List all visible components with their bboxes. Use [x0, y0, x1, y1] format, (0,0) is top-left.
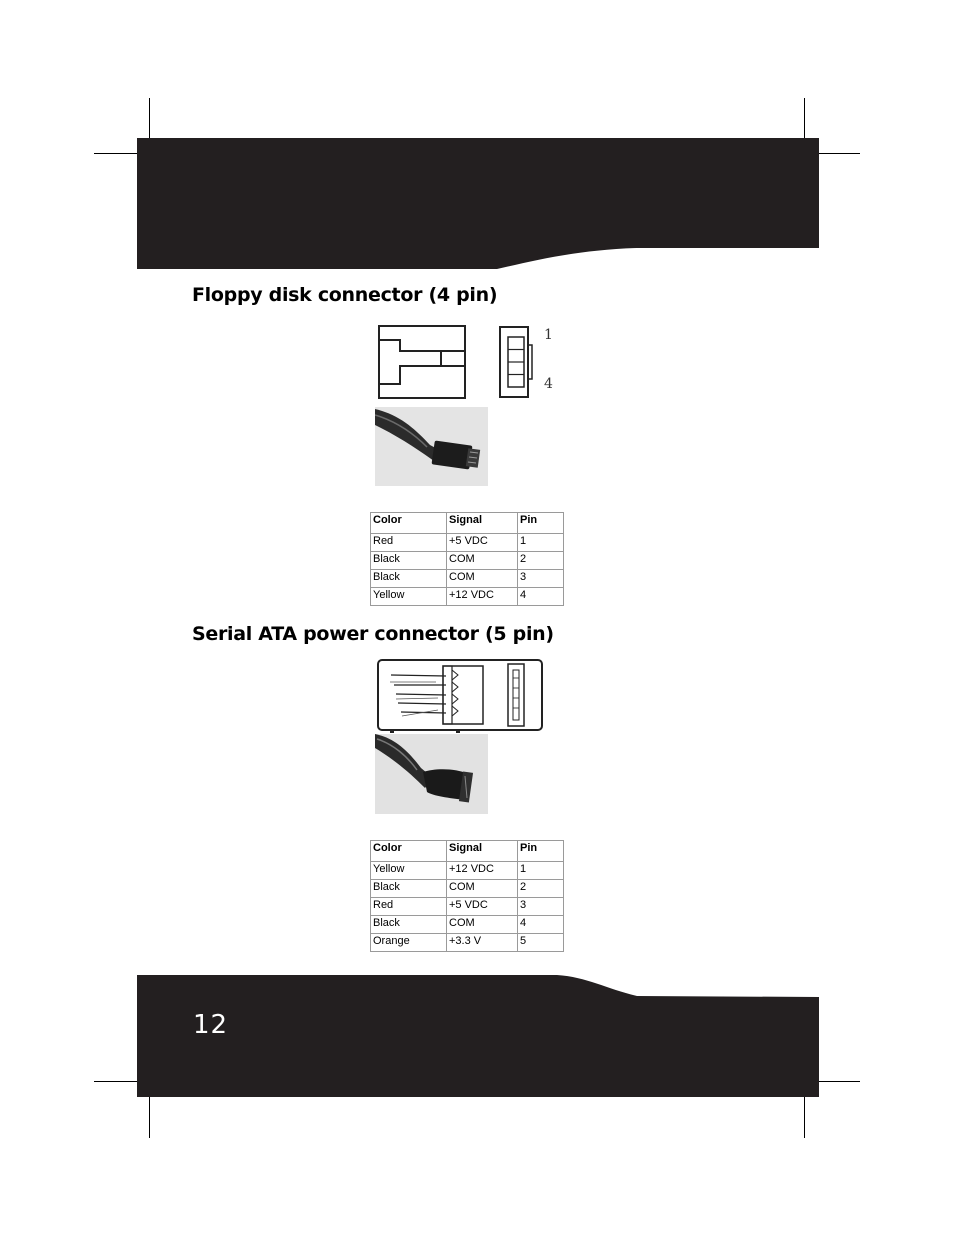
cell-pin: 3 — [518, 898, 564, 916]
crop-mark-top-right-vertical — [804, 98, 805, 138]
crop-mark-bottom-left-vertical — [149, 1097, 150, 1138]
cell-color: Black — [371, 880, 447, 898]
floppy-pin-label-last: 4 — [544, 376, 553, 392]
cell-signal: COM — [447, 880, 518, 898]
cell-signal: +5 VDC — [447, 534, 518, 552]
cell-color: Red — [371, 898, 447, 916]
cell-signal: COM — [447, 916, 518, 934]
table-row — [371, 570, 564, 588]
table-row — [371, 552, 564, 570]
table-row — [371, 534, 564, 552]
header-signal: Signal — [447, 513, 518, 534]
crop-mark-bottom-right-horizontal — [819, 1081, 860, 1082]
page-number: 12 — [193, 1010, 229, 1040]
table-row — [371, 880, 564, 898]
cell-signal: +5 VDC — [447, 898, 518, 916]
crop-mark-top-right-horizontal — [819, 153, 860, 154]
cell-color: Black — [371, 552, 447, 570]
floppy-connector-diagram — [376, 323, 536, 401]
cell-pin: 2 — [518, 552, 564, 570]
floppy-pin-label-first: 1 — [544, 327, 553, 343]
cell-color: Black — [371, 570, 447, 588]
crop-mark-top-left-horizontal — [94, 153, 137, 154]
sata-connector-diagram — [376, 658, 545, 734]
sata-heading: Serial ATA power connector (5 pin) — [192, 623, 554, 645]
table-header-row — [371, 841, 564, 862]
cell-color: Red — [371, 534, 447, 552]
header-color: Color — [371, 841, 447, 862]
cell-color: Yellow — [371, 862, 447, 880]
header-band — [137, 138, 819, 270]
cell-pin: 5 — [518, 934, 564, 952]
floppy-heading: Floppy disk connector (4 pin) — [192, 284, 498, 306]
cell-signal: +12 VDC — [447, 862, 518, 880]
floppy-cable-photo — [375, 407, 488, 486]
table-header-row — [371, 513, 564, 534]
header-pin: Pin — [518, 513, 564, 534]
sata-pinout-table — [370, 840, 564, 952]
table-row — [371, 934, 564, 952]
table-row — [371, 588, 564, 606]
crop-mark-bottom-right-vertical — [804, 1097, 805, 1138]
table-row — [371, 862, 564, 880]
cell-pin: 1 — [518, 862, 564, 880]
header-pin: Pin — [518, 841, 564, 862]
cell-signal: +3.3 V — [447, 934, 518, 952]
cell-pin: 2 — [518, 880, 564, 898]
cell-color: Orange — [371, 934, 447, 952]
cell-color: Black — [371, 916, 447, 934]
cell-signal: COM — [447, 570, 518, 588]
cell-signal: COM — [447, 552, 518, 570]
footer-band — [137, 975, 819, 1098]
cell-pin: 3 — [518, 570, 564, 588]
table-row — [371, 898, 564, 916]
sata-cable-photo — [375, 734, 488, 814]
cell-signal: +12 VDC — [447, 588, 518, 606]
table-row — [371, 916, 564, 934]
cell-pin: 1 — [518, 534, 564, 552]
crop-mark-bottom-left-horizontal — [94, 1081, 137, 1082]
cell-pin: 4 — [518, 588, 564, 606]
crop-mark-top-left-vertical — [149, 98, 150, 138]
header-color: Color — [371, 513, 447, 534]
cell-pin: 4 — [518, 916, 564, 934]
cell-color: Yellow — [371, 588, 447, 606]
floppy-pinout-table — [370, 512, 564, 606]
header-signal: Signal — [447, 841, 518, 862]
